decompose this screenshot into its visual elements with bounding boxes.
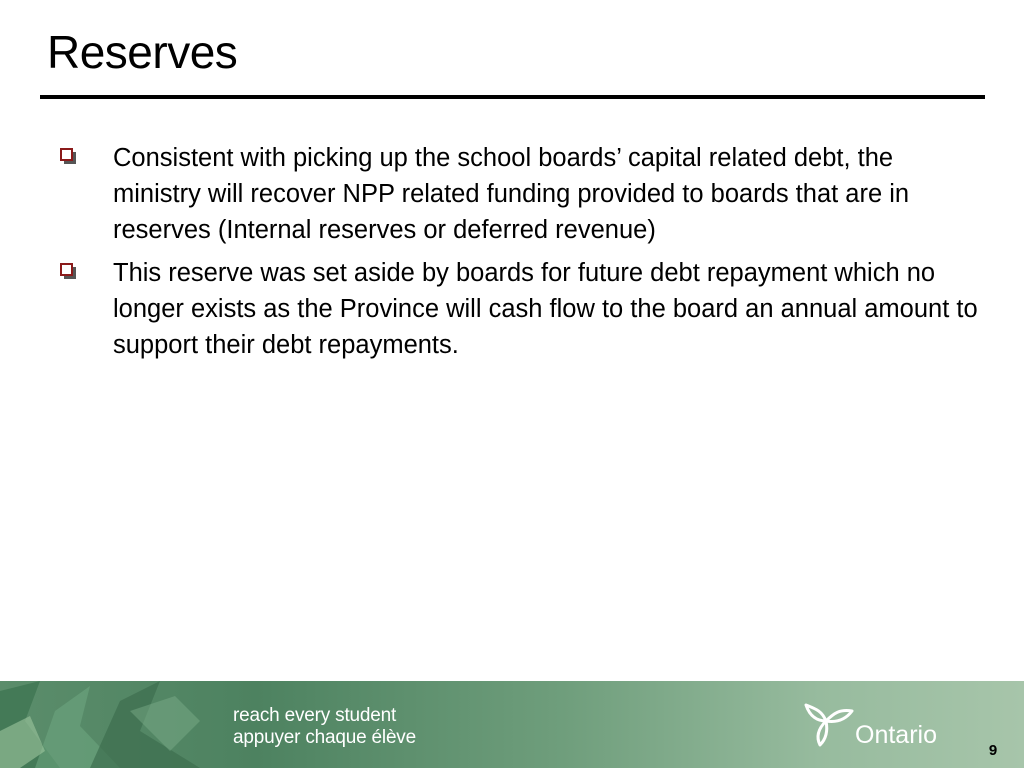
decorative-leaf-graphic (0, 681, 230, 768)
bullet-text: This reserve was set aside by boards for future debt repayment which no longer exists as the Province will cash flow to the board an annual amount to support their debt repayments. (113, 259, 978, 359)
footer-tagline (233, 705, 416, 749)
bullet-list (0, 140, 1024, 370)
tagline-french: appuyer chaque élève (233, 727, 416, 748)
bullet-text: Consistent with picking up the school boards’ capital related debt, the ministry will recover NPP related funding provided to boards that are in reserves (Internal reserves or deferred revenue) (113, 144, 910, 244)
bullet-item (0, 255, 1024, 363)
slide-title: Reserves (47, 26, 238, 78)
checkbox-square-icon (60, 148, 73, 161)
bullet-item (0, 140, 1024, 248)
checkbox-square-icon (60, 263, 73, 276)
page-number: 9 (988, 742, 998, 759)
title-divider (40, 95, 985, 99)
ontario-wordmark: Ontario (855, 721, 937, 749)
trillium-icon (800, 699, 856, 749)
footer-band (0, 681, 1024, 768)
tagline-english: reach every student (233, 705, 397, 726)
